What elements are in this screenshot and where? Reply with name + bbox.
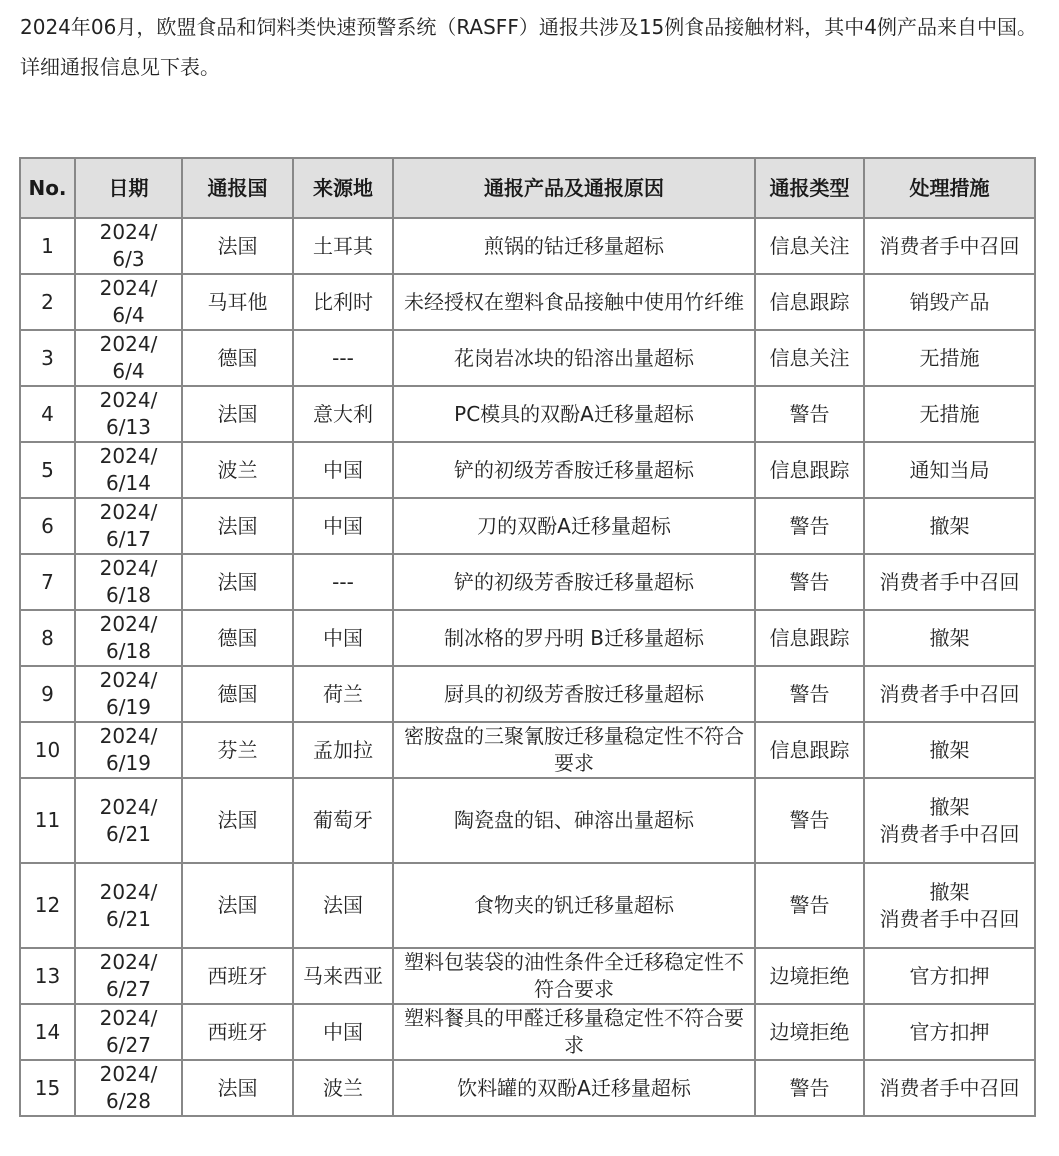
table-row [20, 1004, 1035, 1060]
header-origin: 来源地 [293, 158, 393, 218]
cell-measure: 消费者手中召回 [864, 554, 1035, 610]
cell-country: 法国 [182, 498, 293, 554]
cell-date: 2024/6/19 [75, 666, 182, 722]
cell-country: 马耳他 [182, 274, 293, 330]
table-row [20, 330, 1035, 386]
cell-type: 边境拒绝 [755, 1004, 864, 1060]
table-row [20, 863, 1035, 948]
cell-measure: 无措施 [864, 386, 1035, 442]
table-row [20, 948, 1035, 1004]
cell-origin: --- [293, 554, 393, 610]
cell-country: 法国 [182, 863, 293, 948]
cell-measure: 消费者手中召回 [864, 218, 1035, 274]
cell-product: 陶瓷盘的铝、砷溶出量超标 [393, 778, 755, 863]
cell-no: 11 [20, 778, 75, 863]
cell-product: 食物夹的钒迁移量超标 [393, 863, 755, 948]
cell-date: 2024/6/4 [75, 274, 182, 330]
cell-measure: 官方扣押 [864, 948, 1035, 1004]
cell-date: 2024/6/18 [75, 554, 182, 610]
cell-origin: --- [293, 330, 393, 386]
cell-date: 2024/6/21 [75, 778, 182, 863]
cell-no: 13 [20, 948, 75, 1004]
cell-country: 德国 [182, 330, 293, 386]
cell-date: 2024/6/3 [75, 218, 182, 274]
cell-measure: 撤架 [864, 498, 1035, 554]
cell-type: 边境拒绝 [755, 948, 864, 1004]
measure-line: 消费者手中召回 [879, 906, 1020, 931]
measure-line: 消费者手中召回 [879, 821, 1020, 846]
header-product: 通报产品及通报原因 [393, 158, 755, 218]
cell-product: 煎锅的钴迁移量超标 [393, 218, 755, 274]
cell-no: 7 [20, 554, 75, 610]
cell-product: 饮料罐的双酚A迁移量超标 [393, 1060, 755, 1116]
header-country: 通报国 [182, 158, 293, 218]
cell-product: 密胺盘的三聚氰胺迁移量稳定性不符合要求 [393, 722, 755, 778]
cell-type: 警告 [755, 1060, 864, 1116]
cell-no: 10 [20, 722, 75, 778]
cell-type: 信息跟踪 [755, 610, 864, 666]
cell-measure [864, 863, 1035, 948]
cell-origin: 葡萄牙 [293, 778, 393, 863]
measure-line: 撤架 [929, 794, 970, 819]
header-no: No. [20, 158, 75, 218]
cell-measure: 通知当局 [864, 442, 1035, 498]
measure-line: 撤架 [929, 879, 970, 904]
cell-measure: 销毁产品 [864, 274, 1035, 330]
cell-measure: 官方扣押 [864, 1004, 1035, 1060]
cell-type: 警告 [755, 498, 864, 554]
cell-measure [864, 778, 1035, 863]
cell-country: 法国 [182, 218, 293, 274]
cell-date: 2024/6/18 [75, 610, 182, 666]
cell-no: 5 [20, 442, 75, 498]
cell-no: 6 [20, 498, 75, 554]
header-measure: 处理措施 [864, 158, 1035, 218]
table-row [20, 218, 1035, 274]
cell-country: 法国 [182, 386, 293, 442]
cell-no: 9 [20, 666, 75, 722]
cell-date: 2024/6/27 [75, 948, 182, 1004]
cell-product: 花岗岩冰块的铅溶出量超标 [393, 330, 755, 386]
cell-date: 2024/6/13 [75, 386, 182, 442]
cell-date: 2024/6/4 [75, 330, 182, 386]
cell-no: 15 [20, 1060, 75, 1116]
header-date: 日期 [75, 158, 182, 218]
cell-no: 14 [20, 1004, 75, 1060]
table-row [20, 442, 1035, 498]
cell-origin: 波兰 [293, 1060, 393, 1116]
cell-type: 信息跟踪 [755, 274, 864, 330]
cell-product: 铲的初级芳香胺迁移量超标 [393, 554, 755, 610]
cell-measure: 撤架 [864, 722, 1035, 778]
intro-paragraph: 2024年06月，欧盟食品和饲料类快速预警系统（RASFF）通报共涉及15例食品接触材料，其中4例产品来自中国。 [20, 15, 1037, 39]
cell-date: 2024/6/28 [75, 1060, 182, 1116]
cell-product: 厨具的初级芳香胺迁移量超标 [393, 666, 755, 722]
cell-no: 8 [20, 610, 75, 666]
cell-measure: 消费者手中召回 [864, 1060, 1035, 1116]
cell-origin: 中国 [293, 442, 393, 498]
cell-date: 2024/6/17 [75, 498, 182, 554]
cell-product: 塑料包装袋的油性条件全迁移稳定性不符合要求 [393, 948, 755, 1004]
cell-country: 西班牙 [182, 948, 293, 1004]
cell-no: 2 [20, 274, 75, 330]
cell-product: 未经授权在塑料食品接触中使用竹纤维 [393, 274, 755, 330]
cell-no: 4 [20, 386, 75, 442]
cell-no: 12 [20, 863, 75, 948]
cell-type: 信息关注 [755, 330, 864, 386]
cell-country: 德国 [182, 610, 293, 666]
table-row [20, 554, 1035, 610]
table-row [20, 274, 1035, 330]
cell-type: 警告 [755, 554, 864, 610]
cell-type: 信息关注 [755, 218, 864, 274]
cell-country: 德国 [182, 666, 293, 722]
cell-date: 2024/6/27 [75, 1004, 182, 1060]
cell-no: 1 [20, 218, 75, 274]
cell-product: 塑料餐具的甲醛迁移量稳定性不符合要求 [393, 1004, 755, 1060]
table-row [20, 666, 1035, 722]
cell-product: 制冰格的罗丹明 B迁移量超标 [393, 610, 755, 666]
cell-origin: 土耳其 [293, 218, 393, 274]
cell-country: 芬兰 [182, 722, 293, 778]
cell-origin: 意大利 [293, 386, 393, 442]
cell-type: 警告 [755, 666, 864, 722]
table-row [20, 722, 1035, 778]
cell-country: 法国 [182, 1060, 293, 1116]
cell-date: 2024/6/21 [75, 863, 182, 948]
cell-measure: 无措施 [864, 330, 1035, 386]
cell-country: 法国 [182, 554, 293, 610]
cell-origin: 荷兰 [293, 666, 393, 722]
cell-type: 信息跟踪 [755, 442, 864, 498]
cell-type: 警告 [755, 778, 864, 863]
cell-origin: 法国 [293, 863, 393, 948]
header-type: 通报类型 [755, 158, 864, 218]
cell-country: 西班牙 [182, 1004, 293, 1060]
table-row [20, 778, 1035, 863]
cell-no: 3 [20, 330, 75, 386]
table-header-row [20, 158, 1035, 218]
cell-origin: 中国 [293, 610, 393, 666]
cell-origin: 中国 [293, 498, 393, 554]
table-row [20, 1060, 1035, 1116]
cell-origin: 比利时 [293, 274, 393, 330]
cell-origin: 中国 [293, 1004, 393, 1060]
cell-date: 2024/6/14 [75, 442, 182, 498]
cell-origin: 马来西亚 [293, 948, 393, 1004]
cell-product: PC模具的双酚A迁移量超标 [393, 386, 755, 442]
cell-origin: 孟加拉 [293, 722, 393, 778]
cell-type: 警告 [755, 386, 864, 442]
cell-type: 警告 [755, 863, 864, 948]
cell-measure: 撤架 [864, 610, 1035, 666]
table-row [20, 610, 1035, 666]
table-row [20, 498, 1035, 554]
cell-date: 2024/6/19 [75, 722, 182, 778]
cell-product: 铲的初级芳香胺迁移量超标 [393, 442, 755, 498]
table-row [20, 386, 1035, 442]
cell-type: 信息跟踪 [755, 722, 864, 778]
table-intro-paragraph: 详细通报信息见下表。 [20, 55, 220, 79]
cell-country: 法国 [182, 778, 293, 863]
rasff-notice-table [19, 157, 1036, 1117]
cell-product: 刀的双酚A迁移量超标 [393, 498, 755, 554]
cell-country: 波兰 [182, 442, 293, 498]
cell-measure: 消费者手中召回 [864, 666, 1035, 722]
